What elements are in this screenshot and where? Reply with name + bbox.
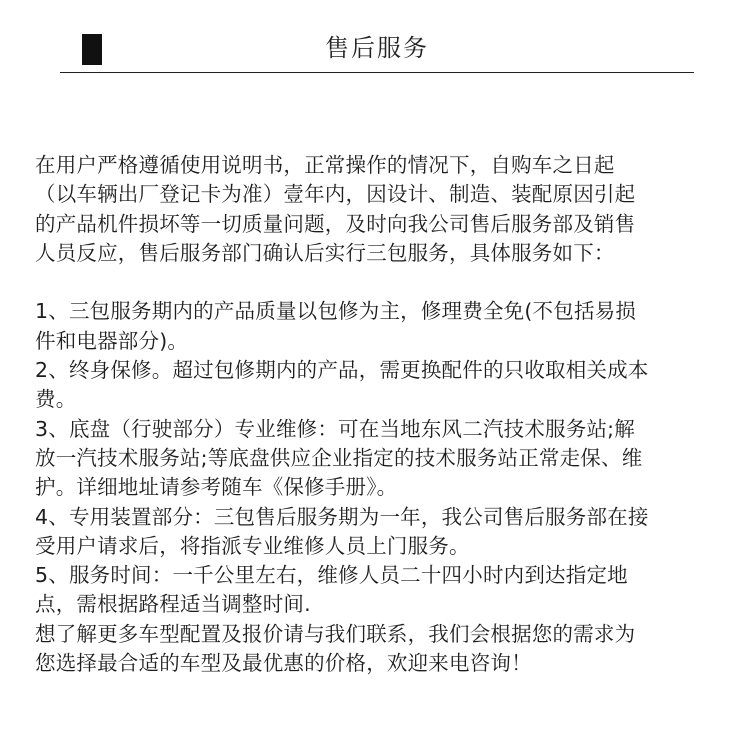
- closing-paragraph: 想了解更多车型配置及报价请与我们联系，我们会根据您的需求为 您选择最合适的车型及最优惠的价格，欢迎来电咨询！: [35, 621, 636, 676]
- paragraph-spacer: [35, 268, 725, 297]
- service-content: [35, 151, 725, 678]
- list-item-special-equipment: 4、专用装置部分：三包售后服务期为一年，我公司售后服务部在接 受用户请求后，将指派专业维修人员上门服务。: [35, 504, 649, 558]
- list-item-chassis-repair: 3、底盘（行驶部分）专业维修：可在当地东风二汽技术服务站;解 放一汽技术服务站;等底盘供应企业指定的技术服务站正常走保、维 护。详细地址请参考随车《保修手册》。: [35, 416, 643, 500]
- page-title: 售后服务: [325, 34, 429, 62]
- list-item-warranty: 1、三包服务期内的产品质量以包修为主，修理费全免(不包括易损 件和电器部分)。: [35, 299, 637, 353]
- intro-paragraph: 在用户严格遵循使用说明书，正常操作的情况下，自购车之日起 （以车辆出厂登记卡为准）壹年内，因设计、制造、装配原因引起 的产品机件损坏等一切质量问题，及时向我公司售后服务部及销售 人员反应，售后服务部门确认后实行三包服务，具体服务如下：: [35, 153, 636, 265]
- page-header: [60, 20, 694, 73]
- list-item-service-time: 5、服务时间：一千公里左右，维修人员二十四小时内到达指定地 点，需根据路程适当调整时间.: [35, 563, 628, 617]
- list-item-lifetime-repair: 2、终身保修。超过包修期内的产品，需更换配件的只收取相关成本 费。: [35, 358, 649, 412]
